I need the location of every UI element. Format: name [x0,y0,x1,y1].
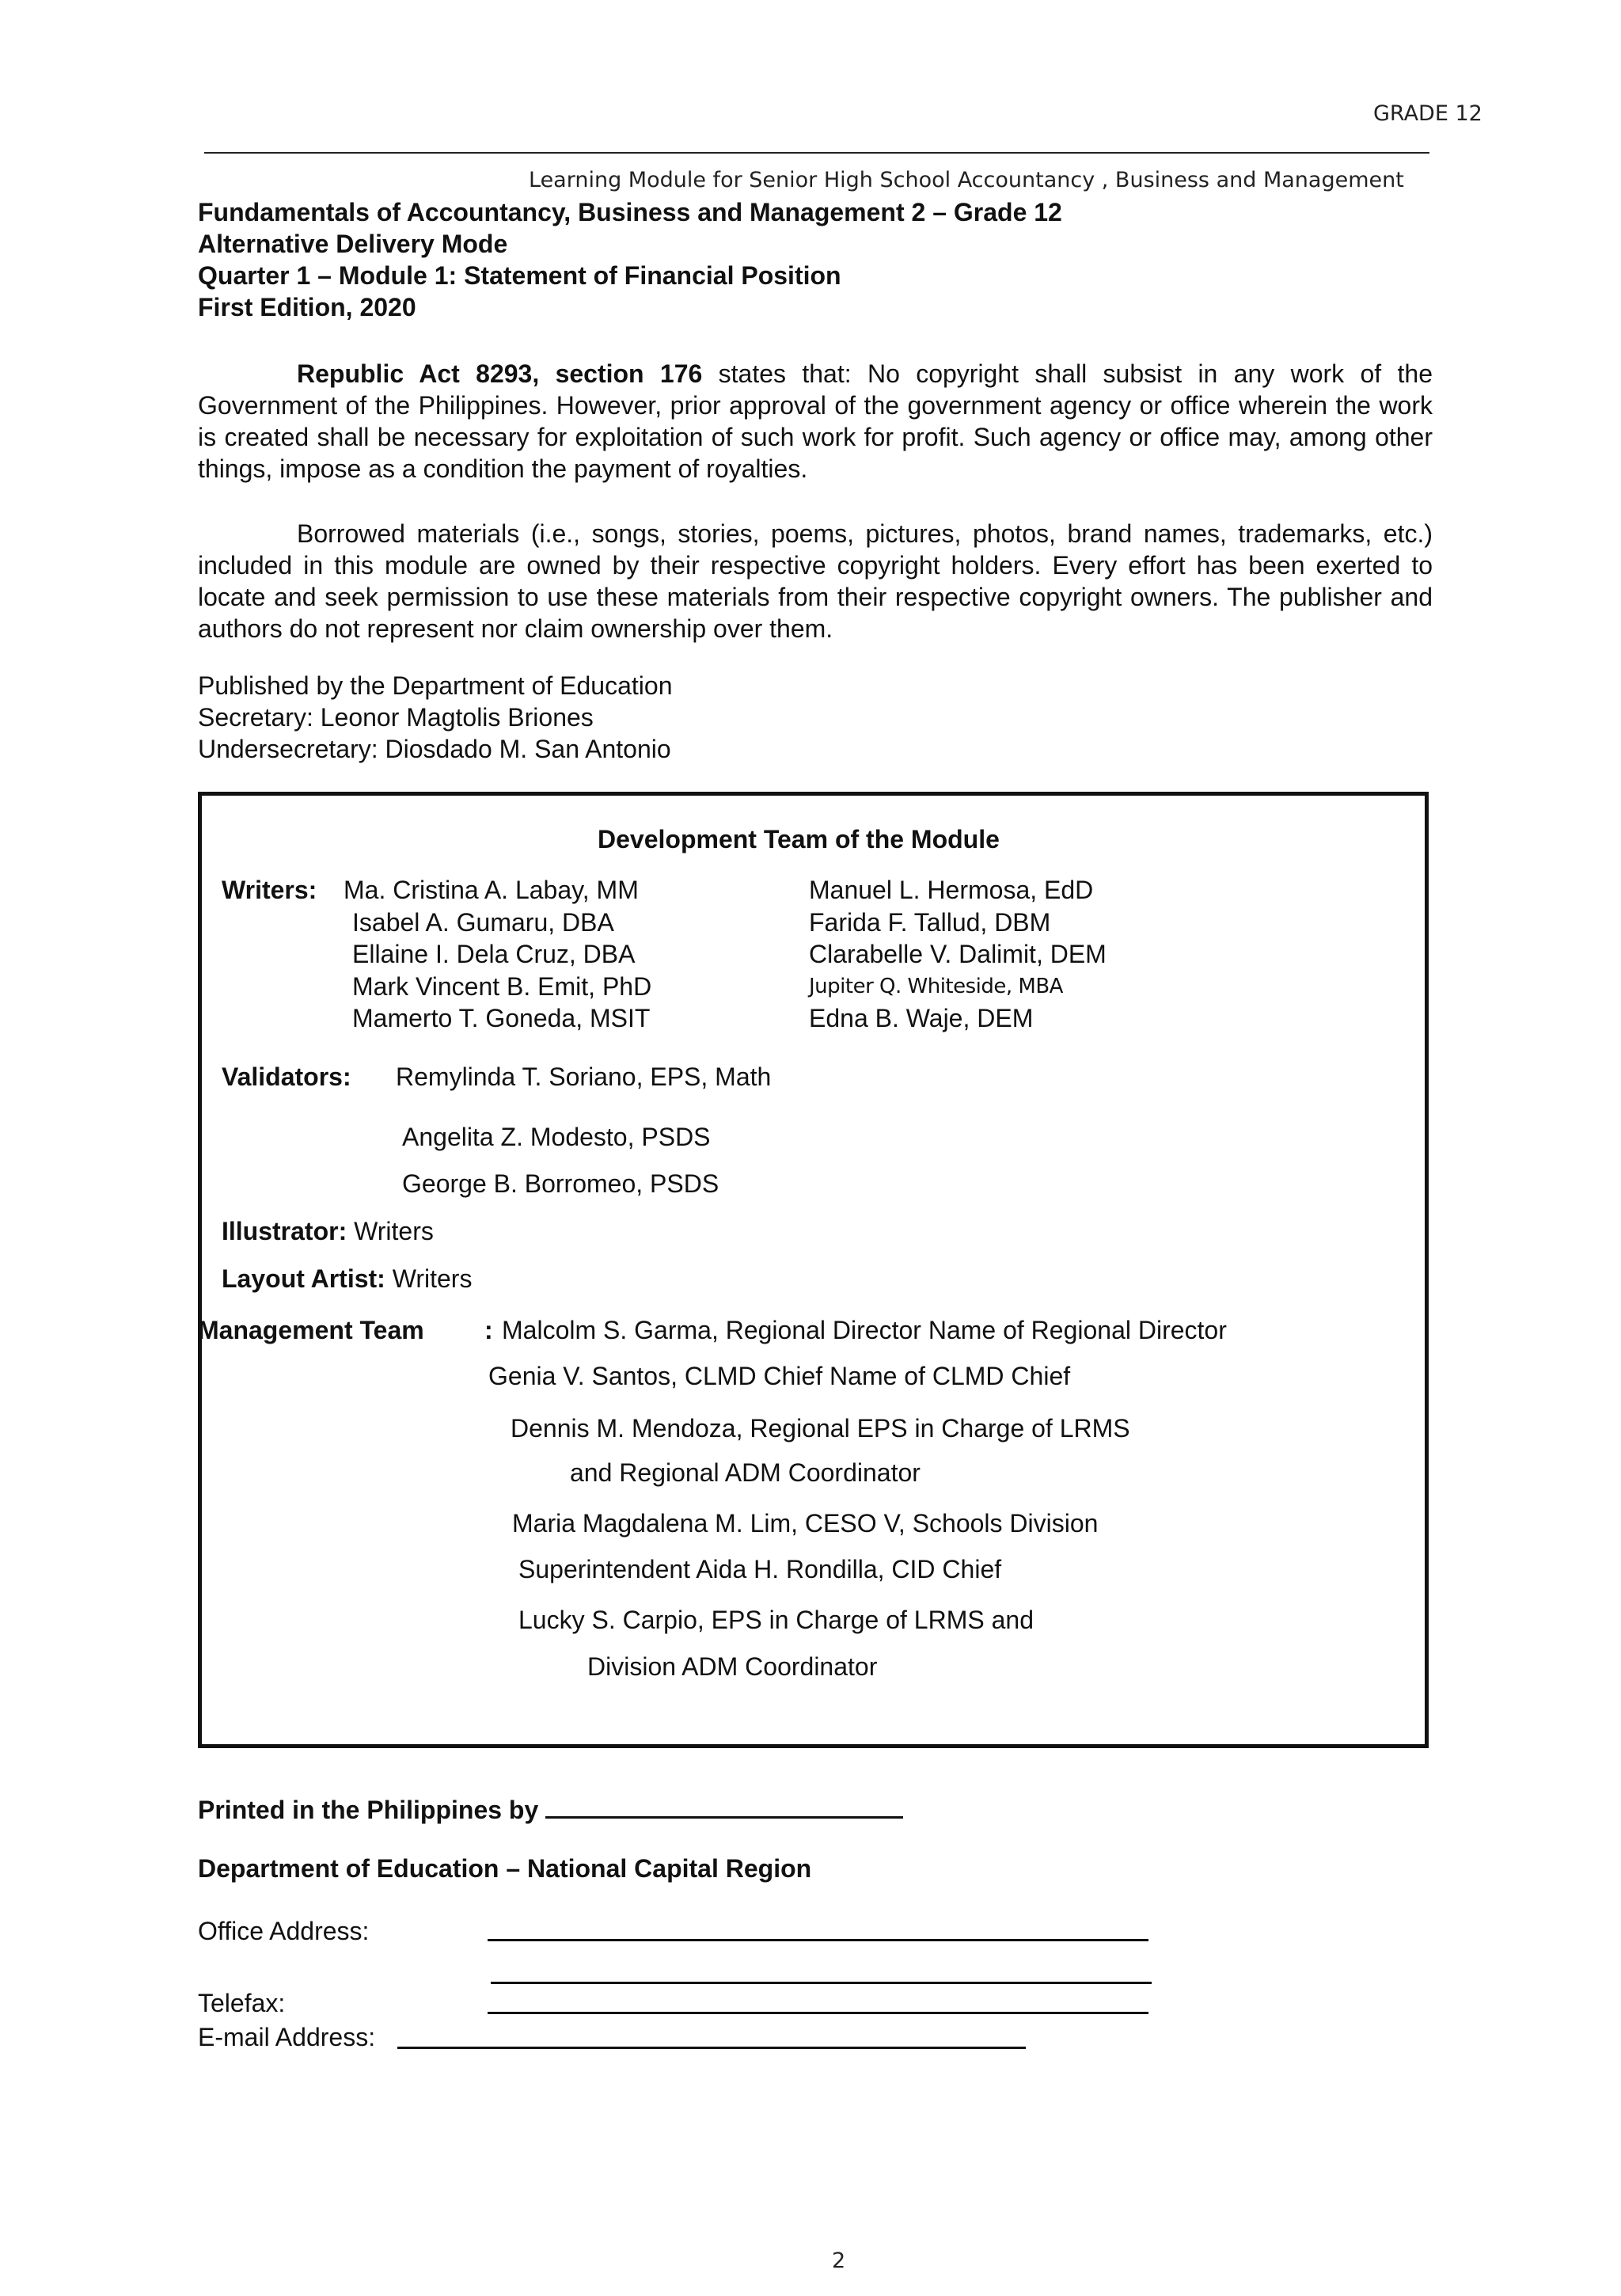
layout-artist-label: Layout Artist: [222,1264,385,1293]
management-colon: : [484,1316,493,1344]
management-member: Dennis M. Mendoza, Regional EPS in Charge of LRMS [511,1414,1130,1443]
copyright-paragraph [198,358,1433,485]
writer-name: Manuel L. Hermosa, EdD [809,876,1094,904]
delivery-mode: Alternative Delivery Mode [198,230,508,258]
management-member: Division ADM Coordinator [587,1652,878,1681]
management-member: Genia V. Santos, CLMD Chief Name of CLMD Chief [488,1362,1071,1390]
management-member: Malcolm S. Garma, Regional Director Name of Regional Director [502,1316,1227,1344]
illustrator-value: Writers [354,1217,434,1245]
printer-blank [545,1791,903,1819]
validators-label: Validators: [222,1062,351,1091]
validator-name: Remylinda T. Soriano, EPS, Math [396,1062,772,1091]
writer-name: Mamerto T. Goneda, MSIT [352,1004,651,1032]
writer-name: Farida F. Tallud, DBM [809,908,1051,937]
office-address-label: Office Address: [198,1917,370,1945]
printed-in-label: Printed in the Philippines by [198,1796,539,1824]
management-team-label: Management Team [198,1316,424,1344]
borrowed-text: Borrowed materials (i.e., songs, stories, poems, pictures, photos, brand names, trademarks, etc.) included in this module are owned by their respective copyright holders. Every effort has been exerted to locate and seek permission to use these materials from their respective copyright owners. The publisher and authors do not represent nor claim ownership over them. [198,519,1433,643]
layout-artist-value: Writers [392,1264,473,1293]
management-member: Superintendent Aida H. Rondilla, CID Chief [518,1555,1002,1583]
email-label: E-mail Address: [198,2023,376,2051]
module-subtitle: Learning Module for Senior High School Accountancy , Business and Management [529,168,1404,192]
undersecretary-line: Undersecretary: Diosdado M. San Antonio [198,735,671,763]
borrowed-paragraph [198,518,1433,644]
writer-name: Edna B. Waje, DEM [809,1004,1034,1032]
quarter-module: Quarter 1 – Module 1: Statement of Financial Position [198,261,841,290]
telefax-label: Telefax: [198,1989,286,2017]
office-address-blank-2 [491,1982,1152,1984]
validator-name: Angelita Z. Modesto, PSDS [402,1123,711,1151]
writer-name: Isabel A. Gumaru, DBA [352,908,614,937]
illustrator-label: Illustrator: [222,1217,347,1245]
management-member: and Regional ADM Coordinator [570,1458,921,1487]
management-member: Lucky S. Carpio, EPS in Charge of LRMS and [518,1606,1034,1634]
publisher-line: Published by the Department of Education [198,671,673,700]
writer-name: Clarabelle V. Dalimit, DEM [809,940,1107,968]
copyright-text: states that: No copyright shall subsist in any work of the Government of the Philippines. However, prior approval of the government agency or office wherein the work is created shall be necessary for exploitation of such work for profit. Such agency or office may, among other things, impose as a condition the payment of royalties. [198,359,1433,483]
writer-name: Ellaine I. Dela Cruz, DBA [352,940,636,968]
printed-in [198,1791,903,1825]
layout-artist-row [222,1264,472,1294]
deped-region: Department of Education – National Capital Region [198,1854,812,1883]
validator-name: George B. Borromeo, PSDS [402,1169,719,1198]
grade-label: GRADE 12 [1373,101,1482,126]
edition: First Edition, 2020 [198,293,416,321]
module-title: Fundamentals of Accountancy, Business and Management 2 – Grade 12 [198,198,1062,226]
republic-act-reference: Republic Act 8293, section 176 [297,359,703,388]
office-address-blank [488,1939,1148,1941]
email-blank [397,2047,1026,2049]
secretary-line: Secretary: Leonor Magtolis Briones [198,703,594,732]
telefax-blank [488,2012,1148,2014]
header-rule [204,152,1429,154]
management-member: Maria Magdalena M. Lim, CESO V, Schools Division [512,1509,1099,1538]
team-heading: Development Team of the Module [598,825,1000,853]
page-number: 2 [832,2248,846,2273]
writer-name: Mark Vincent B. Emit, PhD [352,972,652,1001]
writer-name: Ma. Cristina A. Labay, MM [344,876,639,904]
writer-name: Jupiter Q. Whiteside, MBA [809,975,1063,998]
writers-label: Writers: [222,876,317,904]
illustrator-row [222,1217,434,1246]
